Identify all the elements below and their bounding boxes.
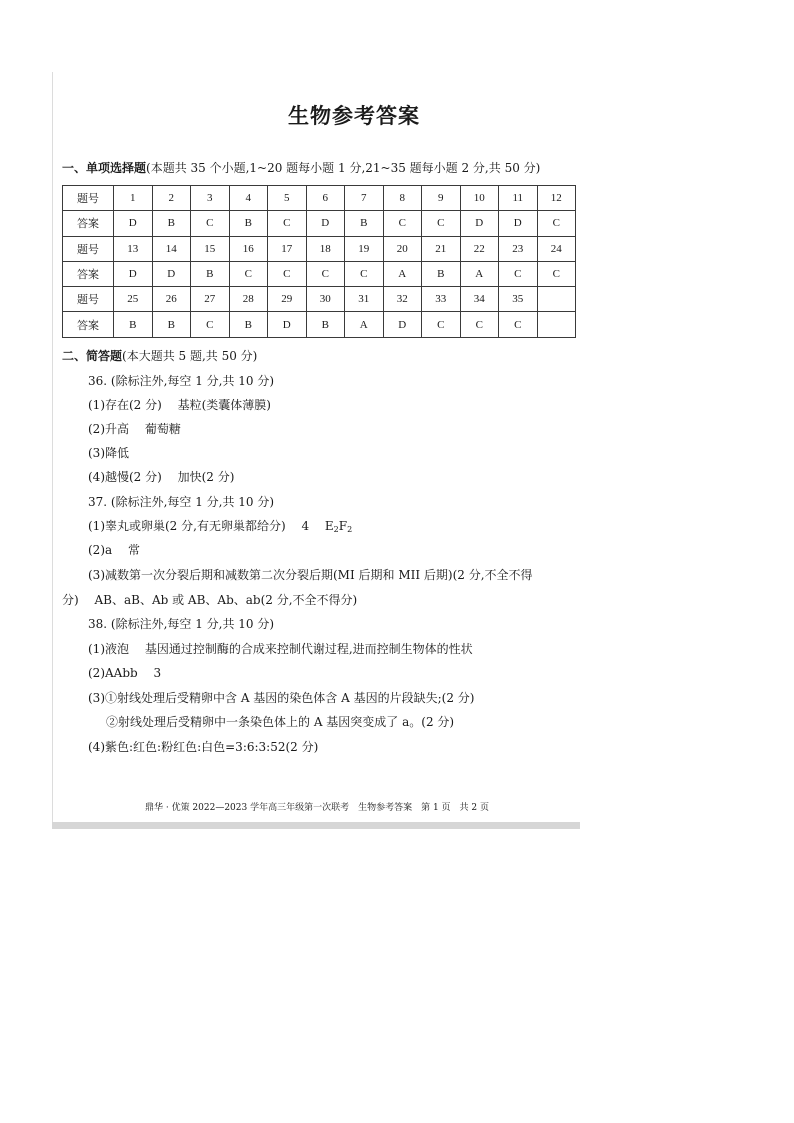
answer-letter-cell: C [229, 261, 268, 286]
answer-letter-cell: D [460, 211, 499, 236]
question-number-cell: 20 [383, 236, 422, 261]
answer-letter-cell: C [268, 211, 307, 236]
answer-letter-cell: C [306, 261, 345, 286]
answer-letter-cell: B [152, 211, 191, 236]
q38-answer-3b: ②射线处理后受精卵中一条染色体上的 A 基因突变成了 a。(2 分) [106, 715, 455, 729]
answer-letter-cell: C [537, 261, 576, 286]
answer-letter-cell: D [114, 211, 153, 236]
question-number-cell: 5 [268, 186, 307, 211]
q38-header: 38. (除标注外,每空 1 分,共 10 分) [88, 617, 275, 631]
answer-letter-cell: B [191, 261, 230, 286]
answer-letter-cell: B [229, 312, 268, 337]
answer-letter-cell: A [460, 261, 499, 286]
section2-note: (本大题共 5 题,共 50 分) [122, 349, 258, 363]
answer-letter-cell: C [460, 312, 499, 337]
q37-answer-1-text: (1)睾丸或卵巢(2 分,有无卵巢都给分) 4 E [88, 519, 334, 533]
q37-sub-f: 2 [347, 525, 353, 534]
section1-note: (本题共 35 个小题,1~20 题每小题 1 分,21~35 题每小题 2 分,共 50 分) [146, 161, 541, 175]
question-number-cell: 31 [345, 287, 384, 312]
question-row [63, 287, 576, 312]
question-number-cell: 32 [383, 287, 422, 312]
q36-header: 36. (除标注外,每空 1 分,共 10 分) [88, 374, 275, 388]
q38-answer-2: (2)AAbb 3 [88, 666, 162, 680]
answer-letter-cell: B [306, 312, 345, 337]
question-number-cell: 10 [460, 186, 499, 211]
answer-letter-cell: C [191, 211, 230, 236]
page-title: 生物参考答案 [288, 104, 420, 128]
answer-row [63, 261, 576, 286]
section1-heading [62, 160, 540, 176]
question-number-cell: 16 [229, 236, 268, 261]
question-number-cell: 27 [191, 287, 230, 312]
row-label-question: 题号 [63, 186, 114, 211]
question-number-cell: 14 [152, 236, 191, 261]
answer-letter-cell: C [422, 211, 461, 236]
answer-letter-cell: C [268, 261, 307, 286]
question-number-cell: 24 [537, 236, 576, 261]
answer-letter-cell: D [114, 261, 153, 286]
question-number-cell: 9 [422, 186, 461, 211]
question-number-cell: 8 [383, 186, 422, 211]
answer-letter-cell [537, 312, 576, 337]
section1-title: 一、单项选择题 [62, 161, 147, 175]
question-row [63, 186, 576, 211]
answer-letter-cell: B [152, 312, 191, 337]
question-number-cell: 15 [191, 236, 230, 261]
row-label-answer: 答案 [63, 211, 114, 236]
question-number-cell: 23 [499, 236, 538, 261]
q37-answer-3: (3)减数第一次分裂后期和减数第二次分裂后期(MI 后期和 MII 后期)(2 分,不全不得 [88, 568, 533, 582]
question-number-cell: 3 [191, 186, 230, 211]
page-bottom-edge [52, 822, 580, 829]
question-number-cell: 33 [422, 287, 461, 312]
answer-letter-cell: C [499, 261, 538, 286]
answer-letter-cell: D [268, 312, 307, 337]
question-number-cell: 13 [114, 236, 153, 261]
row-label-answer: 答案 [63, 312, 114, 337]
question-number-cell: 28 [229, 287, 268, 312]
question-number-cell: 25 [114, 287, 153, 312]
question-number-cell: 11 [499, 186, 538, 211]
answer-letter-cell: B [422, 261, 461, 286]
question-number-cell: 34 [460, 287, 499, 312]
answer-row [63, 312, 576, 337]
question-row [63, 236, 576, 261]
answer-letter-cell: C [191, 312, 230, 337]
question-number-cell: 29 [268, 287, 307, 312]
answer-letter-cell: D [152, 261, 191, 286]
q37-header: 37. (除标注外,每空 1 分,共 10 分) [88, 495, 275, 509]
answer-letter-cell: C [499, 312, 538, 337]
answer-row [63, 211, 576, 236]
answer-letter-cell: B [345, 211, 384, 236]
question-number-cell: 2 [152, 186, 191, 211]
row-label-question: 题号 [63, 236, 114, 261]
question-number-cell: 6 [306, 186, 345, 211]
q37-answer-2: (2)a 常 [88, 543, 140, 557]
q37-answer-3-cont: 分) AB、aB、Ab 或 AB、Ab、ab(2 分,不全不得分) [62, 593, 358, 607]
question-number-cell: 35 [499, 287, 538, 312]
question-number-cell: 19 [345, 236, 384, 261]
answer-letter-cell: B [229, 211, 268, 236]
answer-letter-cell: D [306, 211, 345, 236]
q37-answer-1 [88, 518, 352, 538]
answer-letter-cell: C [537, 211, 576, 236]
page-footer: 鼎华 · 优策 2022—2023 学年高三年级第一次联考 生物参考答案 第 1 页 共 2 页 [144, 803, 489, 813]
question-number-cell: 30 [306, 287, 345, 312]
question-number-cell: 7 [345, 186, 384, 211]
row-label-answer: 答案 [63, 261, 114, 286]
question-number-cell: 4 [229, 186, 268, 211]
question-number-cell: 26 [152, 287, 191, 312]
answer-letter-cell: B [114, 312, 153, 337]
q36-answer-2: (2)升高 葡萄糖 [88, 422, 181, 436]
answer-letter-cell: A [383, 261, 422, 286]
section2-title: 二、简答题 [62, 349, 123, 363]
question-number-cell [537, 287, 576, 312]
answer-letter-cell: D [499, 211, 538, 236]
q38-answer-4: (4)紫色:红色:粉红色:白色=3:6:3:52(2 分) [88, 740, 319, 754]
answer-letter-cell: C [345, 261, 384, 286]
q36-answer-4: (4)越慢(2 分) 加快(2 分) [88, 470, 235, 484]
answer-letter-cell: D [383, 312, 422, 337]
q37-sub-e: 2 [333, 525, 339, 534]
answer-letter-cell: C [422, 312, 461, 337]
q38-answer-1: (1)液泡 基因通过控制酶的合成来控制代谢过程,进而控制生物体的性状 [88, 642, 473, 656]
question-number-cell: 1 [114, 186, 153, 211]
question-number-cell: 17 [268, 236, 307, 261]
row-label-question: 题号 [63, 287, 114, 312]
q36-answer-1: (1)存在(2 分) 基粒(类囊体薄膜) [88, 398, 271, 412]
section2-heading [62, 348, 257, 364]
q36-answer-3: (3)降低 [88, 446, 129, 460]
answer-letter-cell: C [383, 211, 422, 236]
question-number-cell: 22 [460, 236, 499, 261]
q37-f: F [338, 519, 348, 533]
q38-answer-3a: (3)①射线处理后受精卵中含 A 基因的染色体含 A 基因的片段缺失;(2 分) [88, 691, 475, 705]
question-number-cell: 18 [306, 236, 345, 261]
question-number-cell: 21 [422, 236, 461, 261]
question-number-cell: 12 [537, 186, 576, 211]
answer-letter-cell: A [345, 312, 384, 337]
answer-table [62, 185, 576, 338]
